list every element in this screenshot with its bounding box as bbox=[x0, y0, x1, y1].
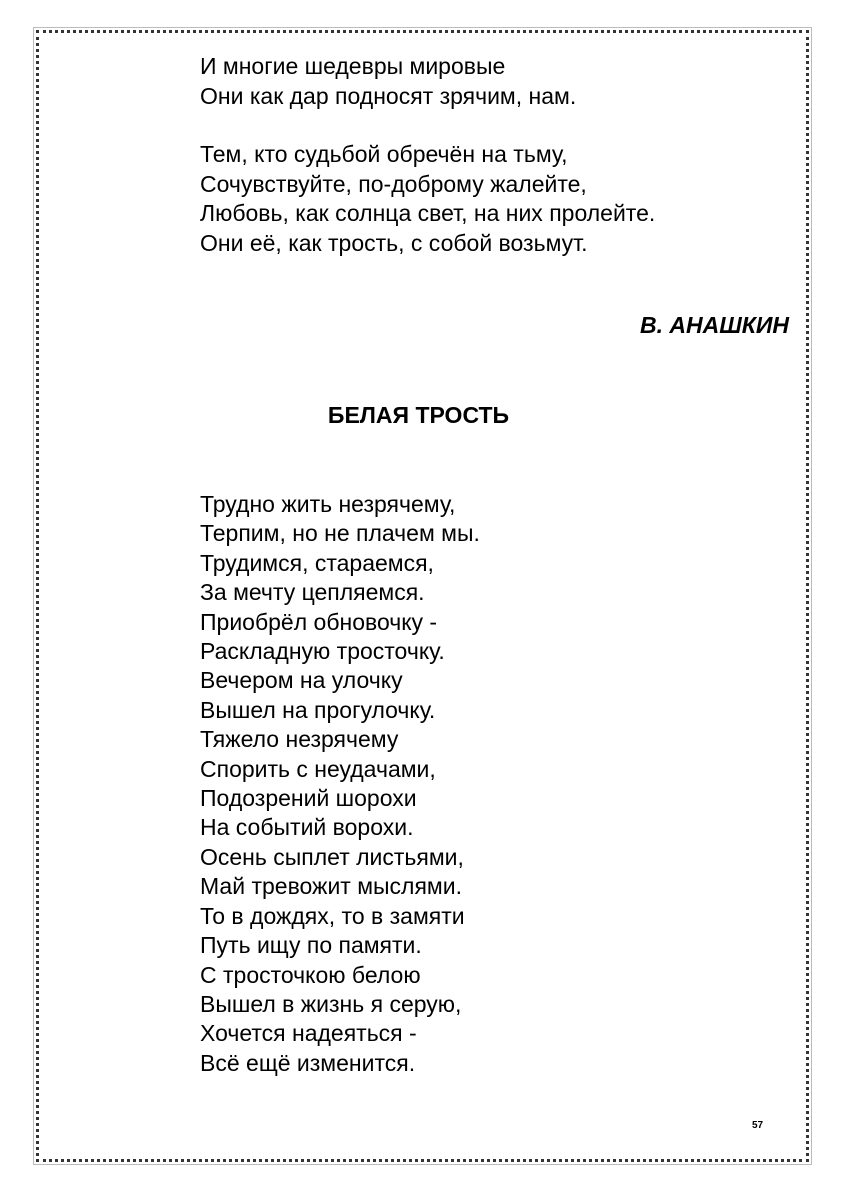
poem-line: Сочувствуйте, по-доброму жалейте, bbox=[200, 170, 587, 197]
page-number: 57 bbox=[752, 1120, 764, 1131]
poem-line: Они как дар подносят зрячим, нам. bbox=[200, 82, 577, 109]
poem-line: Путь ищу по памяти. bbox=[200, 932, 422, 959]
poem-line: Они её, как трость, с собой возьмут. bbox=[200, 229, 588, 256]
poem-line: Вечером на улочку bbox=[200, 667, 403, 694]
poem-line: То в дождях, то в замяти bbox=[200, 902, 465, 929]
previous-poem-stanza-1 bbox=[200, 52, 576, 111]
poem-line: И многие шедевры мировые bbox=[200, 53, 506, 79]
poem-line: За мечту цепляемся. bbox=[200, 579, 425, 606]
poem-line: Трудно жить незрячему, bbox=[200, 491, 456, 517]
poem-line: Приобрёл обновочку - bbox=[200, 608, 438, 635]
poem-body bbox=[200, 490, 480, 1078]
poem-line: Хочется надеяться - bbox=[200, 1020, 417, 1047]
poem-line: Тяжело незрячему bbox=[200, 726, 399, 753]
author-signature: В. АНАШКИН bbox=[639, 312, 789, 338]
poem-line: С тросточкою белою bbox=[200, 961, 421, 988]
poem-line: Вышел в жизнь я серую, bbox=[200, 990, 462, 1017]
poem-line: Всё ещё изменится. bbox=[200, 1049, 416, 1076]
poem-line: На событий ворохи. bbox=[200, 814, 414, 841]
poem-title bbox=[0, 402, 849, 429]
previous-poem-stanza-2 bbox=[200, 140, 655, 258]
poem-line: Подозрений шорохи bbox=[200, 785, 417, 812]
poem-line: Тем, кто судьбой обречён на тьму, bbox=[200, 141, 568, 167]
poem-line: Спорить с неудачами, bbox=[200, 755, 436, 782]
poem-title-text: БЕЛАЯ ТРОСТЬ bbox=[327, 402, 510, 428]
poem-line: Май тревожит мыслями. bbox=[200, 873, 462, 900]
poem-line: Раскладную тросточку. bbox=[200, 638, 445, 665]
poem-line: Вышел на прогулочку. bbox=[200, 696, 436, 723]
poem-line: Трудимся, стараемся, bbox=[200, 549, 434, 576]
poem-line: Терпим, но не плачем мы. bbox=[200, 520, 480, 547]
poem-line: Любовь, как солнца свет, на них пролейте. bbox=[200, 200, 656, 226]
poem-line: Осень сыплет листьями, bbox=[200, 843, 464, 870]
